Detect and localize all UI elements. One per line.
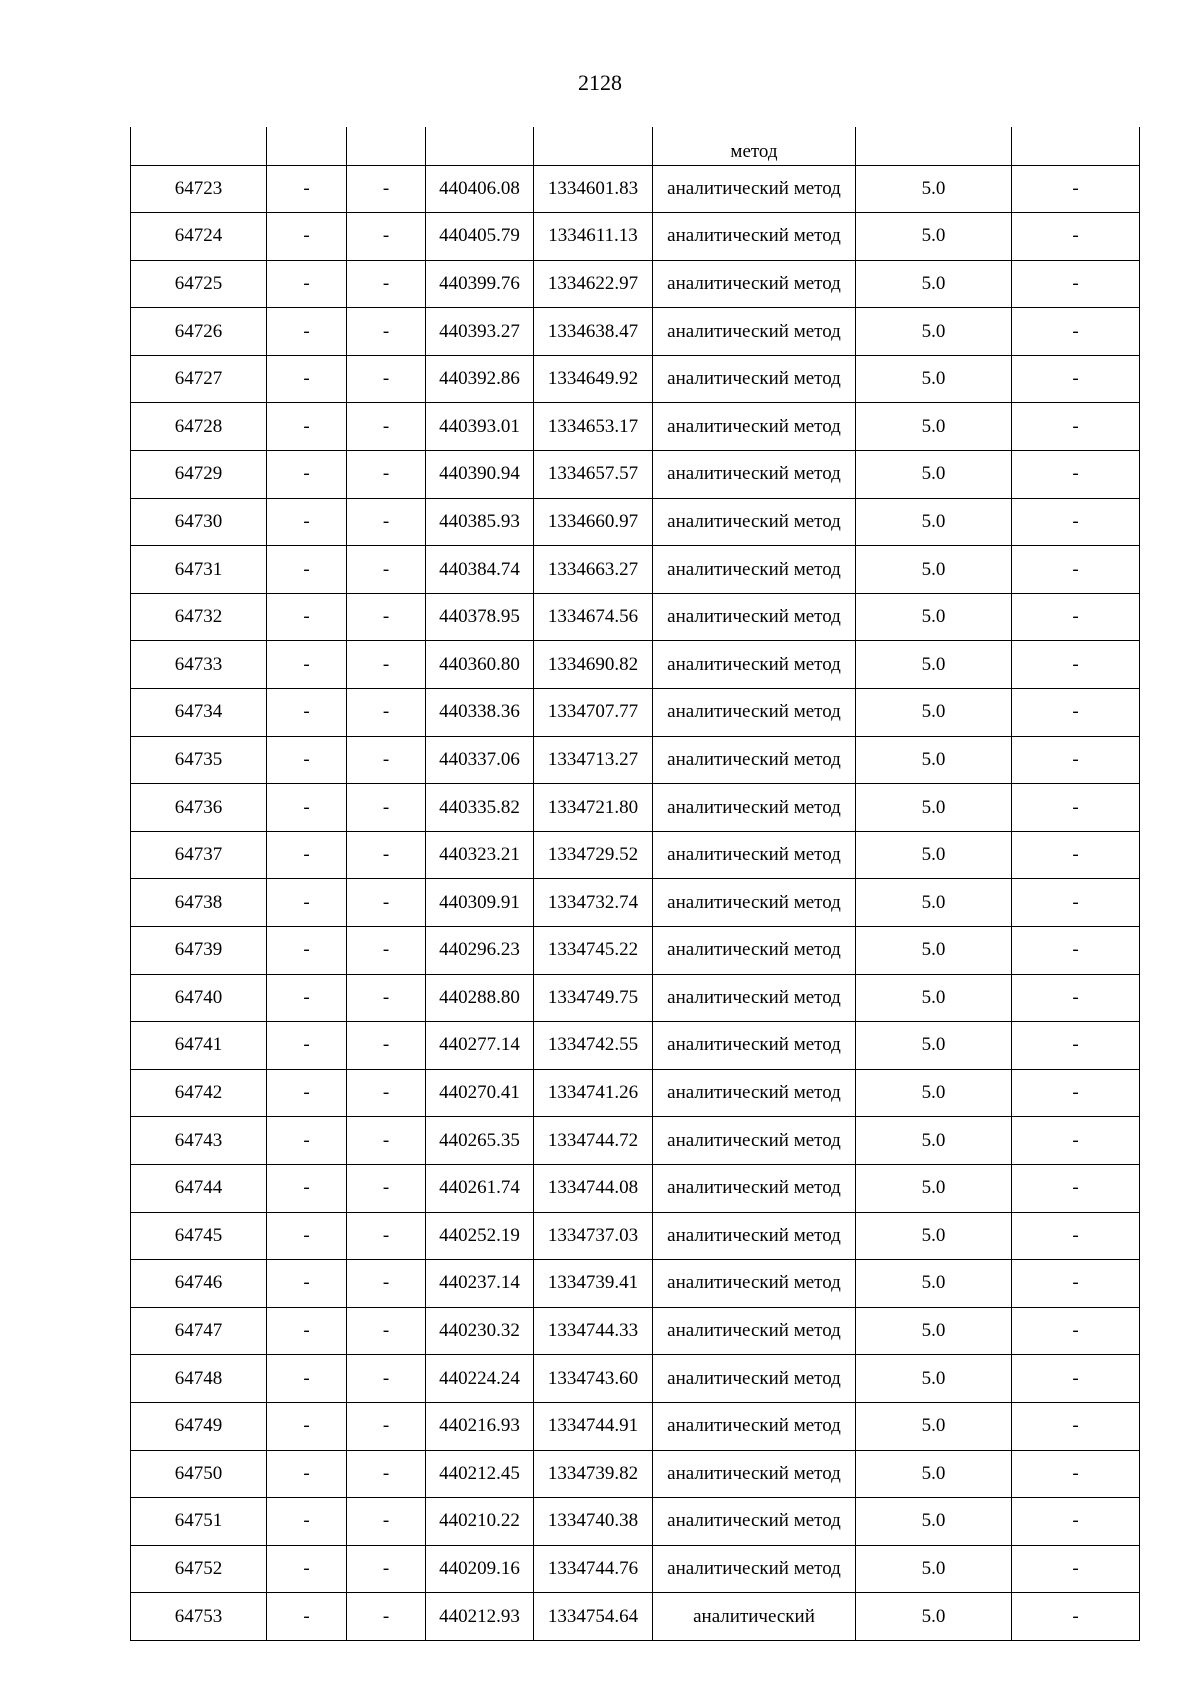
cell-accuracy: 5.0: [856, 498, 1012, 546]
cell-accuracy: 5.0: [856, 1355, 1012, 1403]
cell-col8: -: [1012, 546, 1140, 594]
cell-y: 1334611.13: [534, 213, 653, 261]
table-row: [131, 974, 1140, 1022]
cell-method: аналитический метод: [653, 355, 856, 403]
cell-y: 1334745.22: [534, 927, 653, 975]
cell-y: 1334729.52: [534, 831, 653, 879]
cell-x: 440216.93: [426, 1402, 534, 1450]
cell-id: 64727: [131, 355, 267, 403]
table-row: [131, 1117, 1140, 1165]
cell-col8: -: [1012, 355, 1140, 403]
cell-x: 440337.06: [426, 736, 534, 784]
cell-y: 1334742.55: [534, 1022, 653, 1070]
cell-col3: -: [347, 1450, 426, 1498]
cell-accuracy: 5.0: [856, 641, 1012, 689]
cell-x: 440261.74: [426, 1164, 534, 1212]
cell-accuracy: 5.0: [856, 1498, 1012, 1546]
cell-x: 440212.93: [426, 1593, 534, 1641]
cell-id: 64735: [131, 736, 267, 784]
cell-id: 64730: [131, 498, 267, 546]
cell-col8: -: [1012, 593, 1140, 641]
cell-id: 64752: [131, 1545, 267, 1593]
cell-x: 440230.32: [426, 1307, 534, 1355]
table-row: [131, 1355, 1140, 1403]
cell-col8: -: [1012, 879, 1140, 927]
cell-col3: -: [347, 1117, 426, 1165]
cell-col2: -: [267, 784, 347, 832]
cell-method: аналитический метод: [653, 1117, 856, 1165]
cell-accuracy: 5.0: [856, 831, 1012, 879]
table-row: [131, 451, 1140, 499]
cell-col2: -: [267, 1402, 347, 1450]
cell-method: аналитический метод: [653, 1498, 856, 1546]
cell-col8: -: [1012, 403, 1140, 451]
cell-col8: -: [1012, 1402, 1140, 1450]
cell-accuracy: 5.0: [856, 1402, 1012, 1450]
cell-method: метод: [653, 127, 856, 165]
cell-id: 64746: [131, 1260, 267, 1308]
cell-col3: -: [347, 308, 426, 356]
cell-accuracy: 5.0: [856, 355, 1012, 403]
cell-col8: -: [1012, 1212, 1140, 1260]
cell-col3: -: [347, 403, 426, 451]
cell-x: 440406.08: [426, 165, 534, 213]
cell-col3: -: [347, 498, 426, 546]
table-row: [131, 927, 1140, 975]
cell-accuracy: [856, 127, 1012, 165]
cell-accuracy: 5.0: [856, 974, 1012, 1022]
cell-col2: -: [267, 213, 347, 261]
cell-id: 64751: [131, 1498, 267, 1546]
cell-x: 440323.21: [426, 831, 534, 879]
table-row: [131, 1307, 1140, 1355]
cell-x: 440393.27: [426, 308, 534, 356]
cell-col2: -: [267, 1069, 347, 1117]
cell-id: 64744: [131, 1164, 267, 1212]
cell-col2: -: [267, 831, 347, 879]
cell-col8: -: [1012, 1593, 1140, 1641]
cell-col8: -: [1012, 498, 1140, 546]
cell-col8: -: [1012, 1450, 1140, 1498]
table-row: [131, 689, 1140, 737]
cell-x: 440385.93: [426, 498, 534, 546]
cell-y: 1334754.64: [534, 1593, 653, 1641]
cell-accuracy: 5.0: [856, 593, 1012, 641]
cell-method: аналитический метод: [653, 546, 856, 594]
cell-col2: -: [267, 689, 347, 737]
cell-col8: -: [1012, 165, 1140, 213]
cell-method: аналитический метод: [653, 974, 856, 1022]
cell-col2: -: [267, 1164, 347, 1212]
table-row: [131, 1450, 1140, 1498]
table-row: [131, 165, 1140, 213]
table-row: [131, 213, 1140, 261]
cell-id: 64734: [131, 689, 267, 737]
cell-y: 1334749.75: [534, 974, 653, 1022]
cell-accuracy: 5.0: [856, 165, 1012, 213]
cell-y: 1334737.03: [534, 1212, 653, 1260]
cell-y: 1334622.97: [534, 260, 653, 308]
cell-id: 64743: [131, 1117, 267, 1165]
page-number: 2128: [578, 70, 622, 95]
cell-accuracy: 5.0: [856, 1307, 1012, 1355]
cell-col2: -: [267, 1022, 347, 1070]
cell-y: [534, 127, 653, 165]
cell-method: аналитический метод: [653, 1260, 856, 1308]
cell-col2: -: [267, 1355, 347, 1403]
table-row: [131, 1593, 1140, 1641]
cell-col8: -: [1012, 974, 1140, 1022]
table-row-continuation: [131, 127, 1140, 165]
cell-col8: -: [1012, 1355, 1140, 1403]
cell-accuracy: 5.0: [856, 403, 1012, 451]
cell-y: 1334744.33: [534, 1307, 653, 1355]
cell-col3: -: [347, 213, 426, 261]
table-row: [131, 546, 1140, 594]
cell-accuracy: 5.0: [856, 451, 1012, 499]
cell-id: 64737: [131, 831, 267, 879]
table-row: [131, 403, 1140, 451]
cell-accuracy: 5.0: [856, 213, 1012, 261]
cell-id: 64739: [131, 927, 267, 975]
cell-col8: -: [1012, 1022, 1140, 1070]
cell-x: 440209.16: [426, 1545, 534, 1593]
cell-method: аналитический метод: [653, 1450, 856, 1498]
cell-method: аналитический метод: [653, 1307, 856, 1355]
cell-col2: -: [267, 451, 347, 499]
cell-col2: -: [267, 1212, 347, 1260]
cell-x: 440393.01: [426, 403, 534, 451]
table-row: [131, 308, 1140, 356]
cell-x: 440335.82: [426, 784, 534, 832]
cell-col2: -: [267, 498, 347, 546]
cell-id: 64748: [131, 1355, 267, 1403]
cell-x: 440392.86: [426, 355, 534, 403]
cell-x: 440296.23: [426, 927, 534, 975]
table-row: [131, 1022, 1140, 1070]
cell-accuracy: 5.0: [856, 736, 1012, 784]
cell-id: 64747: [131, 1307, 267, 1355]
cell-col8: -: [1012, 308, 1140, 356]
cell-accuracy: 5.0: [856, 308, 1012, 356]
cell-col8: -: [1012, 784, 1140, 832]
cell-x: 440338.36: [426, 689, 534, 737]
cell-x: 440270.41: [426, 1069, 534, 1117]
cell-accuracy: 5.0: [856, 1212, 1012, 1260]
cell-method: аналитический метод: [653, 308, 856, 356]
cell-id: 64740: [131, 974, 267, 1022]
cell-col8: -: [1012, 831, 1140, 879]
cell-col3: -: [347, 451, 426, 499]
cell-col8: -: [1012, 1164, 1140, 1212]
table-row: [131, 355, 1140, 403]
cell-col2: -: [267, 308, 347, 356]
cell-y: 1334601.83: [534, 165, 653, 213]
cell-x: 440390.94: [426, 451, 534, 499]
cell-accuracy: 5.0: [856, 1260, 1012, 1308]
cell-method: аналитический метод: [653, 1069, 856, 1117]
cell-id: 64736: [131, 784, 267, 832]
cell-id: 64738: [131, 879, 267, 927]
cell-col8: -: [1012, 689, 1140, 737]
cell-method: аналитический метод: [653, 1402, 856, 1450]
cell-method: аналитический: [653, 1593, 856, 1641]
table-row: [131, 1498, 1140, 1546]
cell-col3: -: [347, 546, 426, 594]
cell-col3: -: [347, 1260, 426, 1308]
cell-x: 440212.45: [426, 1450, 534, 1498]
cell-id: 64725: [131, 260, 267, 308]
cell-col3: -: [347, 1069, 426, 1117]
cell-y: 1334713.27: [534, 736, 653, 784]
cell-id: 64728: [131, 403, 267, 451]
cell-method: аналитический метод: [653, 1355, 856, 1403]
cell-col3: -: [347, 1164, 426, 1212]
cell-id: 64732: [131, 593, 267, 641]
cell-method: аналитический метод: [653, 1164, 856, 1212]
cell-method: аналитический метод: [653, 879, 856, 927]
cell-accuracy: 5.0: [856, 1164, 1012, 1212]
cell-accuracy: 5.0: [856, 927, 1012, 975]
cell-method: аналитический метод: [653, 213, 856, 261]
cell-y: 1334657.57: [534, 451, 653, 499]
cell-y: 1334721.80: [534, 784, 653, 832]
coordinates-table: [130, 127, 1140, 1641]
table-body: [131, 127, 1140, 1640]
cell-col3: -: [347, 260, 426, 308]
cell-accuracy: 5.0: [856, 689, 1012, 737]
cell-col3: -: [347, 165, 426, 213]
cell-y: 1334739.82: [534, 1450, 653, 1498]
cell-y: 1334739.41: [534, 1260, 653, 1308]
cell-method: аналитический метод: [653, 1212, 856, 1260]
cell-x: 440360.80: [426, 641, 534, 689]
cell-method: аналитический метод: [653, 689, 856, 737]
cell-id: 64729: [131, 451, 267, 499]
cell-col2: -: [267, 879, 347, 927]
cell-col2: -: [267, 355, 347, 403]
cell-accuracy: 5.0: [856, 546, 1012, 594]
cell-col8: -: [1012, 1117, 1140, 1165]
cell-col3: -: [347, 1545, 426, 1593]
cell-accuracy: 5.0: [856, 1069, 1012, 1117]
cell-col8: -: [1012, 1498, 1140, 1546]
cell-method: аналитический метод: [653, 593, 856, 641]
cell-y: 1334638.47: [534, 308, 653, 356]
cell-col2: -: [267, 927, 347, 975]
cell-accuracy: 5.0: [856, 784, 1012, 832]
cell-y: 1334744.91: [534, 1402, 653, 1450]
table-row: [131, 831, 1140, 879]
cell-col2: [267, 127, 347, 165]
table-row: [131, 260, 1140, 308]
cell-y: 1334674.56: [534, 593, 653, 641]
cell-col2: -: [267, 974, 347, 1022]
cell-method: аналитический метод: [653, 831, 856, 879]
cell-id: 64750: [131, 1450, 267, 1498]
cell-x: 440210.22: [426, 1498, 534, 1546]
cell-y: 1334660.97: [534, 498, 653, 546]
cell-col8: -: [1012, 927, 1140, 975]
cell-id: 64753: [131, 1593, 267, 1641]
cell-col8: -: [1012, 213, 1140, 261]
table-row: [131, 1545, 1140, 1593]
cell-accuracy: 5.0: [856, 1022, 1012, 1070]
cell-col2: -: [267, 1307, 347, 1355]
cell-y: 1334744.76: [534, 1545, 653, 1593]
cell-col3: -: [347, 879, 426, 927]
cell-accuracy: 5.0: [856, 1450, 1012, 1498]
cell-x: 440384.74: [426, 546, 534, 594]
cell-col3: [347, 127, 426, 165]
cell-col3: -: [347, 974, 426, 1022]
cell-col2: -: [267, 1545, 347, 1593]
cell-method: аналитический метод: [653, 641, 856, 689]
cell-y: 1334741.26: [534, 1069, 653, 1117]
cell-y: 1334690.82: [534, 641, 653, 689]
cell-method: аналитический метод: [653, 403, 856, 451]
cell-col2: -: [267, 546, 347, 594]
cell-method: аналитический метод: [653, 784, 856, 832]
cell-y: 1334732.74: [534, 879, 653, 927]
cell-x: 440309.91: [426, 879, 534, 927]
cell-accuracy: 5.0: [856, 1545, 1012, 1593]
table-row: [131, 1069, 1140, 1117]
cell-y: 1334649.92: [534, 355, 653, 403]
cell-col3: -: [347, 1402, 426, 1450]
cell-col8: -: [1012, 641, 1140, 689]
table-row: [131, 498, 1140, 546]
cell-col8: -: [1012, 1307, 1140, 1355]
cell-x: 440277.14: [426, 1022, 534, 1070]
cell-method: аналитический метод: [653, 1022, 856, 1070]
cell-method: аналитический метод: [653, 260, 856, 308]
table-row: [131, 784, 1140, 832]
cell-method: аналитический метод: [653, 451, 856, 499]
cell-col3: -: [347, 1022, 426, 1070]
cell-y: 1334743.60: [534, 1355, 653, 1403]
cell-accuracy: 5.0: [856, 1593, 1012, 1641]
cell-col3: -: [347, 593, 426, 641]
cell-id: 64733: [131, 641, 267, 689]
table-row: [131, 593, 1140, 641]
cell-x: [426, 127, 534, 165]
cell-col3: -: [347, 784, 426, 832]
cell-method: аналитический метод: [653, 498, 856, 546]
table-row: [131, 736, 1140, 784]
table-row: [131, 1164, 1140, 1212]
cell-id: 64741: [131, 1022, 267, 1070]
cell-col2: -: [267, 1117, 347, 1165]
cell-accuracy: 5.0: [856, 1117, 1012, 1165]
cell-x: 440265.35: [426, 1117, 534, 1165]
cell-col2: -: [267, 593, 347, 641]
cell-col2: -: [267, 260, 347, 308]
cell-x: 440288.80: [426, 974, 534, 1022]
table-row: [131, 1402, 1140, 1450]
cell-id: 64726: [131, 308, 267, 356]
cell-col3: -: [347, 1355, 426, 1403]
cell-col8: -: [1012, 736, 1140, 784]
cell-id: 64723: [131, 165, 267, 213]
cell-col8: -: [1012, 260, 1140, 308]
table-row: [131, 1212, 1140, 1260]
cell-y: 1334740.38: [534, 1498, 653, 1546]
cell-col8: -: [1012, 1069, 1140, 1117]
cell-col3: -: [347, 1593, 426, 1641]
cell-col3: -: [347, 1307, 426, 1355]
cell-method: аналитический метод: [653, 736, 856, 784]
cell-id: 64724: [131, 213, 267, 261]
cell-id: 64745: [131, 1212, 267, 1260]
cell-col3: -: [347, 1498, 426, 1546]
cell-col2: -: [267, 1498, 347, 1546]
cell-col8: -: [1012, 451, 1140, 499]
table-row: [131, 641, 1140, 689]
cell-col8: [1012, 127, 1140, 165]
cell-y: 1334744.72: [534, 1117, 653, 1165]
cell-col2: -: [267, 1260, 347, 1308]
cell-col2: -: [267, 1450, 347, 1498]
cell-x: 440378.95: [426, 593, 534, 641]
cell-y: 1334744.08: [534, 1164, 653, 1212]
cell-accuracy: 5.0: [856, 879, 1012, 927]
cell-method: аналитический метод: [653, 165, 856, 213]
cell-col2: -: [267, 165, 347, 213]
cell-y: 1334707.77: [534, 689, 653, 737]
cell-x: 440224.24: [426, 1355, 534, 1403]
cell-col2: -: [267, 1593, 347, 1641]
cell-col8: -: [1012, 1545, 1140, 1593]
cell-col3: -: [347, 1212, 426, 1260]
cell-col3: -: [347, 927, 426, 975]
cell-method: аналитический метод: [653, 927, 856, 975]
cell-x: 440399.76: [426, 260, 534, 308]
table-row: [131, 879, 1140, 927]
cell-y: 1334653.17: [534, 403, 653, 451]
cell-y: 1334663.27: [534, 546, 653, 594]
cell-col3: -: [347, 831, 426, 879]
cell-id: 64742: [131, 1069, 267, 1117]
cell-col3: -: [347, 689, 426, 737]
cell-id: 64749: [131, 1402, 267, 1450]
cell-id: 64731: [131, 546, 267, 594]
cell-accuracy: 5.0: [856, 260, 1012, 308]
cell-id: [131, 127, 267, 165]
cell-x: 440252.19: [426, 1212, 534, 1260]
cell-x: 440237.14: [426, 1260, 534, 1308]
cell-col8: -: [1012, 1260, 1140, 1308]
cell-method: аналитический метод: [653, 1545, 856, 1593]
cell-col3: -: [347, 355, 426, 403]
cell-x: 440405.79: [426, 213, 534, 261]
cell-col3: -: [347, 641, 426, 689]
cell-col3: -: [347, 736, 426, 784]
cell-col2: -: [267, 736, 347, 784]
cell-col2: -: [267, 641, 347, 689]
cell-col2: -: [267, 403, 347, 451]
table-row: [131, 1260, 1140, 1308]
